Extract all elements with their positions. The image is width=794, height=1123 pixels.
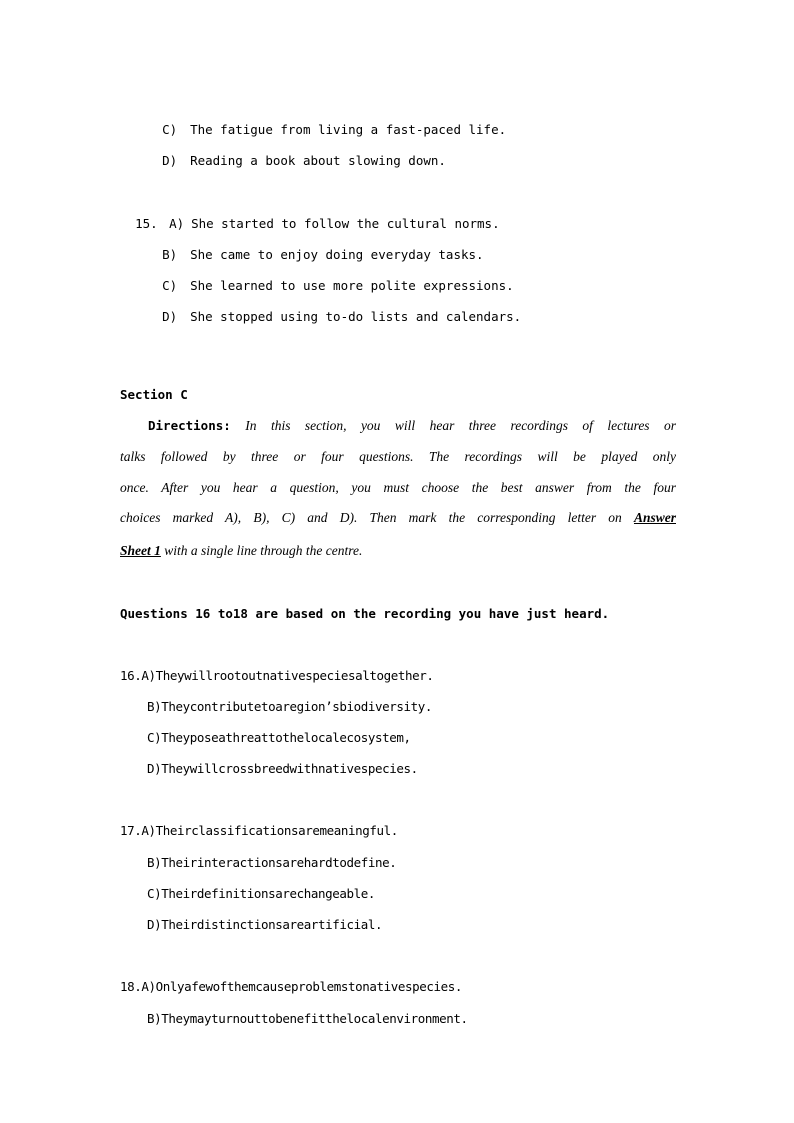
directions-line-3: once. After you hear a question, you must choose the best answer from the four xyxy=(120,480,676,495)
directions-text: with a single line through the centre. xyxy=(164,543,363,558)
option-letter: D) xyxy=(162,153,178,168)
question-17-option-d: D)Theirdistinctionsareartificial. xyxy=(147,917,383,932)
question-16-option-a: 16.A)Theywillrootoutnativespeciesaltogether. xyxy=(120,668,434,683)
question-18-option-a: 18.A)Onlyafewofthemcauseproblemstonativespecies. xyxy=(120,979,463,994)
question-18-option-b: B)Theymayturnouttobenefitthelocalenvironment. xyxy=(147,1011,468,1026)
option-text: The fatigue from living a fast-paced life. xyxy=(190,122,507,137)
option-c xyxy=(147,106,506,138)
question-15-option-d xyxy=(147,293,521,325)
answer-sheet-label: Answer xyxy=(633,510,676,525)
directions-text: choices marked A), B), C) and D). Then mark the corresponding letter on xyxy=(120,510,622,525)
question-16-option-c: C)Theyposeathreattothelocalecosystem, xyxy=(147,730,411,745)
question-17-option-c: C)Theirdefinitionsarechangeable. xyxy=(147,886,376,901)
question-15-option-a xyxy=(120,200,500,232)
directions-line-2: talks followed by three or four questions. The recordings will be played only xyxy=(120,449,676,464)
question-16-option-d: D)Theywillcrossbreedwithnativespecies. xyxy=(147,761,418,776)
question-17-option-b: B)Theirinteractionsarehardtodefine. xyxy=(147,855,397,870)
answer-sheet-label: Sheet 1 xyxy=(120,543,161,558)
option-d xyxy=(147,137,446,169)
option-text: She stopped using to-do lists and calendars. xyxy=(190,309,522,324)
option-letter: A) xyxy=(169,216,185,231)
option-letter: B) xyxy=(162,247,178,262)
option-text: She came to enjoy doing everyday tasks. xyxy=(190,247,484,262)
directions-label: Directions: xyxy=(148,418,231,433)
option-text: She started to follow the cultural norms. xyxy=(191,216,500,231)
directions-line-1 xyxy=(120,418,676,434)
directions-line-5 xyxy=(120,543,676,559)
option-text: She learned to use more polite expressions. xyxy=(190,278,514,293)
questions-header: Questions 16 to18 are based on the recording you have just heard. xyxy=(120,606,610,621)
question-16-option-b: B)Theycontributetoaregion’sbiodiversity. xyxy=(147,699,433,714)
option-letter: C) xyxy=(162,278,178,293)
question-number: 15. xyxy=(135,216,158,231)
option-letter: D) xyxy=(162,309,178,324)
directions-line-4 xyxy=(120,510,676,526)
question-15-option-b xyxy=(147,231,484,263)
question-15-option-c xyxy=(147,262,514,294)
option-text: Reading a book about slowing down. xyxy=(190,153,446,168)
directions-text: In this section, you will hear three recordings of lectures or xyxy=(245,418,677,433)
section-title: Section C xyxy=(120,387,188,402)
question-17-option-a: 17.A)Theirclassificationsaremeaningful. xyxy=(120,823,398,838)
option-letter: C) xyxy=(162,122,178,137)
